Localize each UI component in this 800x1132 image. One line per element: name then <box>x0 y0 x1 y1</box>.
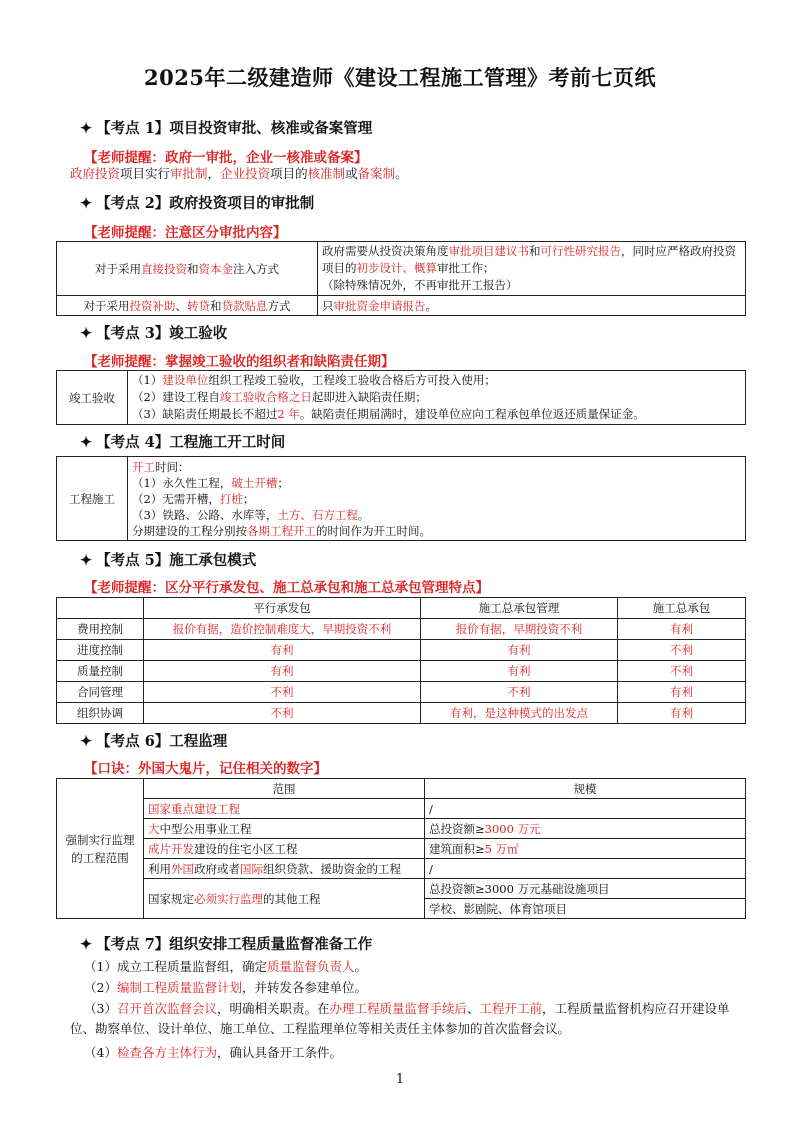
section-1-tip: 【老师提醒：政府一审批，企业一核准或备案】 <box>84 150 368 166</box>
star-icon: ✦ <box>80 195 93 212</box>
scope-cell: 成片开发建设的住宅小区工程 <box>144 839 425 859</box>
table-cell: 有利 <box>144 661 421 682</box>
mode-header-gc-management: 施工总承包管理 <box>421 598 618 619</box>
contracting-mode-table <box>56 597 746 724</box>
row-label: 进度控制 <box>57 640 144 661</box>
table-row <box>57 640 746 661</box>
section-5-tip: 【老师提醒：区分平行承发包、施工总承包和施工总承包管理特点】 <box>84 580 489 596</box>
table-row <box>57 661 746 682</box>
star-icon: ✦ <box>80 552 93 569</box>
star-icon: ✦ <box>80 325 93 342</box>
completion-content: （1）建设单位组织工程竣工验收，工程竣工验收合格后方可投入使用； （2）建设工程自竣工验收合格之日起即进入缺陷责任期； （3）缺陷责任期最长不超过2 年。缺陷责任期届满时，建设单位应向工程承包单位返还质量保证金。 <box>128 371 746 425</box>
approval-row-1-content: 政府需要从投资决策角度审批项目建议书和可行性研究报告，同时应严格政府投资项目的初步设计、概算审批工作； （除特殊情况外，不再审批开工报告） <box>318 242 746 296</box>
row-label: 组织协调 <box>57 703 144 724</box>
table-cell: 有利 <box>421 661 618 682</box>
table-row <box>57 703 746 724</box>
section-1-heading: ✦ 【考点 1】项目投资审批、核准或备案管理 <box>80 120 373 137</box>
scope-cell: 国家规定必须实行监理的其他工程 <box>144 879 425 919</box>
scope-header: 范围 <box>144 779 425 799</box>
scale-cell: 学校、影剧院、体育馆项目 <box>425 899 746 919</box>
mode-header-parallel: 平行承发包 <box>144 598 421 619</box>
table-cell: 报价有据，早期投资不利 <box>421 619 618 640</box>
table-cell: 有利，是这种模式的出发点 <box>421 703 618 724</box>
scope-cell: 利用外国政府或者国际组织贷款、援助资金的工程 <box>144 859 425 879</box>
scale-cell: 总投资额≥3000 万元基础设施项目 <box>425 879 746 899</box>
investment-approval-table <box>56 241 746 316</box>
table-cell: 有利 <box>144 640 421 661</box>
supervision-label: 强制实行监理的工程范围 <box>57 779 144 919</box>
table-cell: 有利 <box>618 619 746 640</box>
scale-cell: / <box>425 799 746 819</box>
construction-start-table <box>56 456 746 541</box>
table-cell: 不利 <box>618 661 746 682</box>
start-label: 工程施工 <box>57 457 128 541</box>
section-7-item-3: （3）召开首次监督会议，明确相关职责。在办理工程质量监督手续后、工程开工前，工程质量监督机构应召开建设单位、勘察单位、设计单位、施工单位、工程监理单位等相关责任主体参加的首次监督会议。 <box>70 1001 730 1036</box>
scale-cell: 建筑面积≥5 万㎡ <box>425 839 746 859</box>
approval-row-1-scope: 对于采用直接投资和资本金注入方式 <box>57 242 318 296</box>
scale-cell: 总投资额≥3000 万元 <box>425 819 746 839</box>
table-row <box>57 799 746 819</box>
star-icon: ✦ <box>80 733 93 750</box>
section-7-item-4: （4）检查各方主体行为，确认具备开工条件。 <box>84 1045 342 1060</box>
table-row <box>57 619 746 640</box>
section-6-tip: 【口诀：外国大鬼片，记住相关的数字】 <box>84 761 327 777</box>
approval-row-2-scope: 对于采用投资补助、转贷和贷款贴息方式 <box>57 296 318 316</box>
table-row <box>57 682 746 703</box>
star-icon: ✦ <box>80 936 93 953</box>
scope-cell: 大中型公用事业工程 <box>144 819 425 839</box>
mode-header-gc: 施工总承包 <box>618 598 746 619</box>
row-label: 合同管理 <box>57 682 144 703</box>
star-icon: ✦ <box>80 434 93 451</box>
table-row <box>57 819 746 839</box>
star-icon: ✦ <box>80 120 93 137</box>
table-cell: 不利 <box>618 640 746 661</box>
section-3-tip: 【老师提醒：掌握竣工验收的组织者和缺陷责任期】 <box>84 354 395 370</box>
mode-header-blank <box>57 598 144 619</box>
scale-header: 规模 <box>425 779 746 799</box>
row-label: 质量控制 <box>57 661 144 682</box>
approval-row-2-content: 只审批资金申请报告。 <box>318 296 746 316</box>
completion-acceptance-table <box>56 370 746 425</box>
section-2-tip: 【老师提醒：注意区分审批内容】 <box>84 225 287 241</box>
section-1-text: 政府投资项目实行审批制，企业投资项目的核准制或备案制。 <box>70 166 408 181</box>
table-row <box>57 879 746 899</box>
row-label: 费用控制 <box>57 619 144 640</box>
page-number: 1 <box>395 1072 405 1087</box>
supervision-scope-table <box>56 778 746 919</box>
section-2-heading: ✦ 【考点 2】政府投资项目的审批制 <box>80 195 315 212</box>
page-title: 2025年二级建造师《建设工程施工管理》考前七页纸 <box>144 65 656 90</box>
table-row <box>57 859 746 879</box>
start-content: 开工时间： （1）永久性工程，破土开槽； （2）无需开槽，打桩； （3）铁路、公路、水库等，土方、石方工程。 分期建设的工程分别按各期工程开工的时间作为开工时间。 <box>128 457 746 541</box>
section-5-heading: ✦ 【考点 5】施工承包模式 <box>80 552 257 569</box>
table-cell: 有利 <box>618 682 746 703</box>
table-cell: 有利 <box>421 640 618 661</box>
table-cell: 不利 <box>421 682 618 703</box>
section-7-item-1: （1）成立工程质量监督组，确定质量监督负责人。 <box>84 959 367 974</box>
table-cell: 不利 <box>144 682 421 703</box>
table-cell: 报价有据，造价控制难度大，早期投资不利 <box>144 619 421 640</box>
table-row <box>57 839 746 859</box>
section-7-heading: ✦ 【考点 7】组织安排工程质量监督准备工作 <box>80 936 373 953</box>
section-3-heading: ✦ 【考点 3】竣工验收 <box>80 325 228 342</box>
section-7-item-2: （2）编制工程质量监督计划，并转发各参建单位。 <box>84 980 367 995</box>
table-cell: 有利 <box>618 703 746 724</box>
scope-cell: 国家重点建设工程 <box>144 799 425 819</box>
table-cell: 不利 <box>144 703 421 724</box>
section-6-heading: ✦ 【考点 6】工程监理 <box>80 733 228 750</box>
scale-cell: / <box>425 859 746 879</box>
section-4-heading: ✦ 【考点 4】工程施工开工时间 <box>80 434 286 451</box>
completion-label: 竣工验收 <box>57 371 128 425</box>
